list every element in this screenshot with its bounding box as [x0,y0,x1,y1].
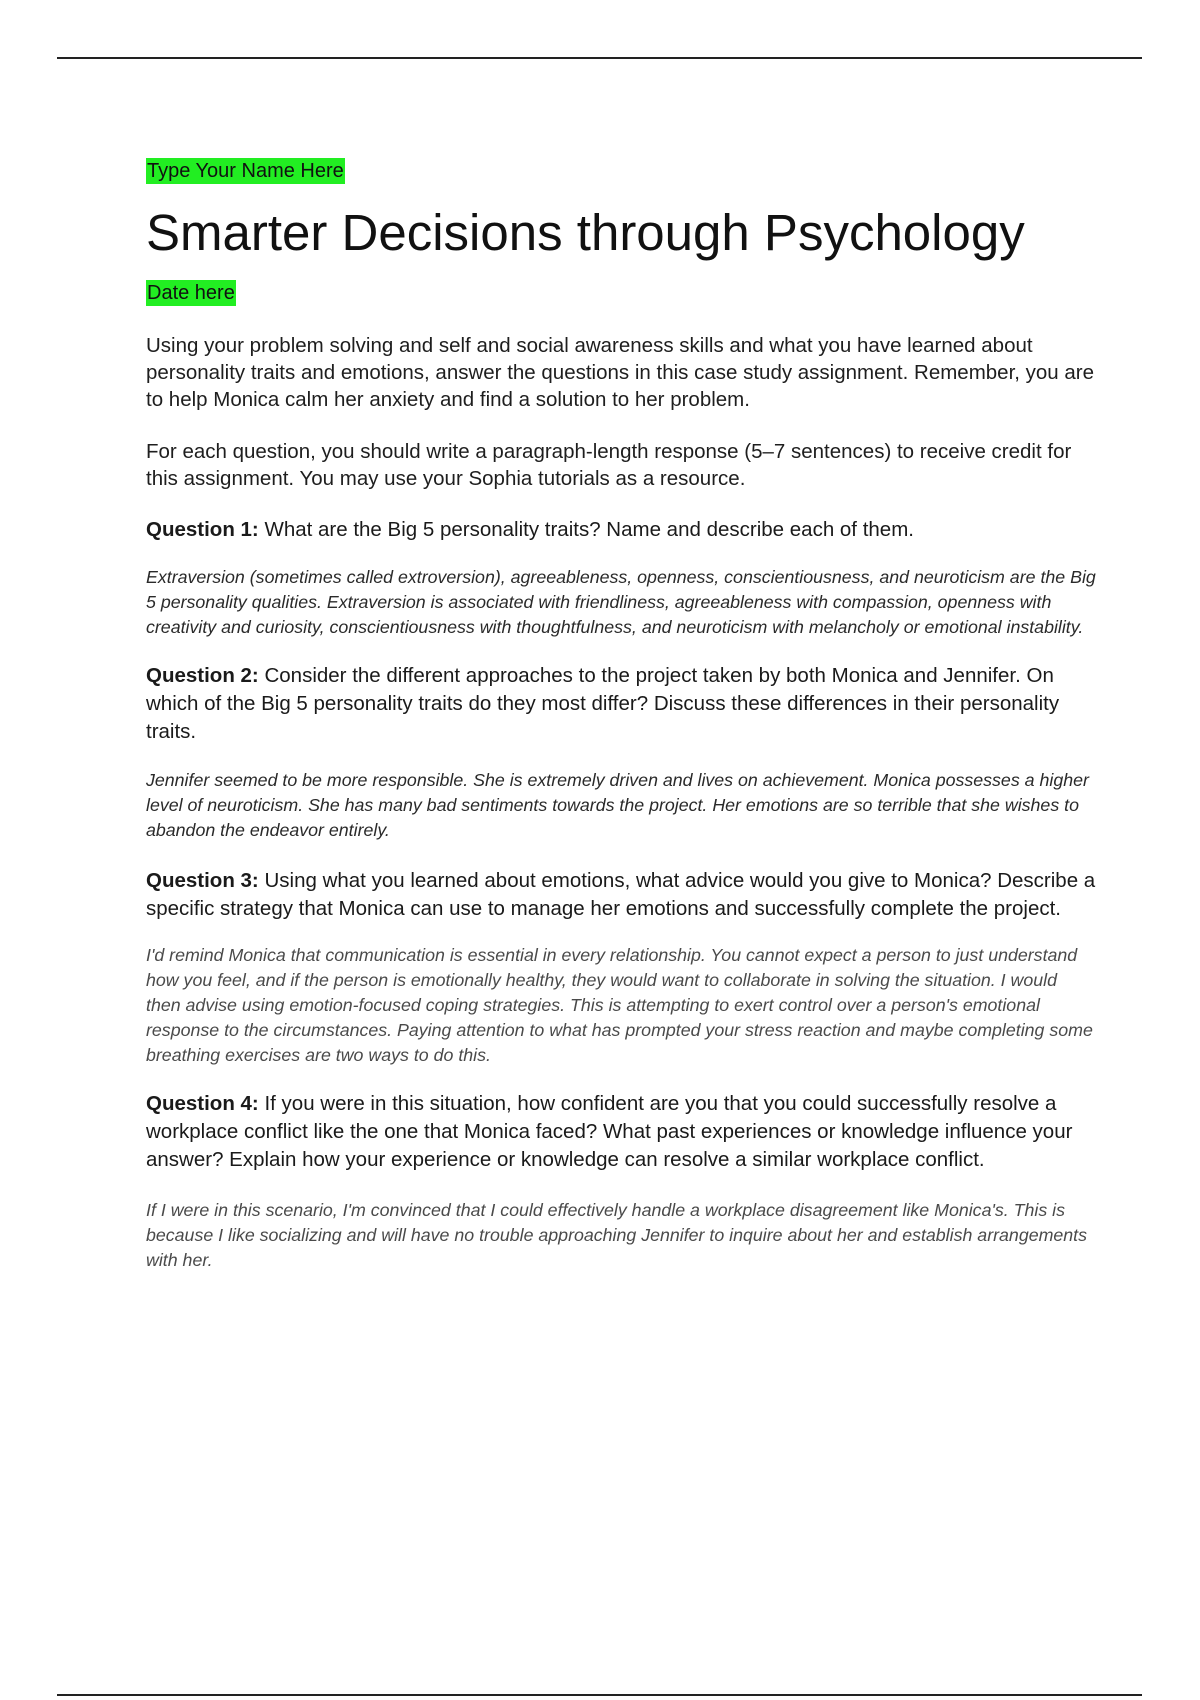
answer-4: If I were in this scenario, I'm convinced that I could effectively handle a workplace disagreement like Monica's. This is because I like socializing and will have no trouble approaching Jennifer to inquire about her and establish arrangements with her. [146,1200,1088,1270]
top-rule [57,57,1142,59]
page-title: Smarter Decisions through Psychology [146,204,1025,261]
answer-2: Jennifer seemed to be more responsible. She is extremely driven and lives on achievement. Monica possesses a higher level of neuroticism. She has many bad sentiments towards the project. Her emotions are so terrible that she wishes to abandon the endeavor entirely. [146,770,1089,840]
question-1-label: Question 1: [146,518,259,541]
name-line [146,158,1096,184]
question-4-label: Question 4: [146,1092,259,1115]
question-4-text: If you were in this situation, how confident are you that you could successfully resolve a workplace conflict like the one that Monica faced? What past experiences or knowledge influence your answer? Explain how your experience or knowledge can resolve a similar workplace conflict. [146,1092,1073,1171]
question-2-text: Consider the different approaches to the project taken by both Monica and Jennifer. On which of the Big 5 personality traits do they most differ? Discuss these differences in their personality traits. [146,664,1060,743]
answer-1: Extraversion (sometimes called extroversion), agreeableness, openness, conscientiousness, and neuroticism are the Big 5 personality qualities. Extraversion is associated with friendliness, agreeableness with compassion, openness with creativity and curiosity, conscientiousness with thoughtfulness, and neuroticism with melancholy or emotional instability. [146,567,1096,637]
intro-paragraph-2: For each question, you should write a paragraph-length response (5–7 sentences) to receive credit for this assignment. You may use your Sophia tutorials as a resource. [146,440,1072,490]
question-1 [146,516,1096,544]
question-3-label: Question 3: [146,869,259,892]
date-placeholder[interactable]: Date here [147,282,235,304]
question-2 [146,662,1096,746]
document-page [146,158,1096,1273]
question-2-label: Question 2: [146,664,259,687]
intro-paragraph-1: Using your problem solving and self and social awareness skills and what you have learned about personality traits and emotions, answer the questions in this case study assignment. Remember, you are to help Monica calm her anxiety and find a solution to her problem. [146,334,1095,411]
question-1-text: What are the Big 5 personality traits? Name and describe each of them. [264,518,914,541]
question-3-text: Using what you learned about emotions, what advice would you give to Monica? Describe a specific strategy that Monica can use to manage her emotions and successfully complete the project. [146,869,1096,920]
answer-3: I'd remind Monica that communication is essential in every relationship. You cannot expect a person to just understand how you feel, and if the person is emotionally healthy, they would want to collaborate in solving the situation. I would then advise using emotion-focused coping strategies. This is attempting to exert control over a person's emotional response to the circumstances. Paying attention to what has prompted your stress reaction and maybe completing some breathing exercises are two ways to do this. [146,945,1093,1065]
date-line [146,280,1096,306]
question-4 [146,1090,1096,1174]
bottom-rule [57,1694,1142,1696]
name-placeholder[interactable]: Type Your Name Here [147,160,344,182]
question-3 [146,867,1096,923]
